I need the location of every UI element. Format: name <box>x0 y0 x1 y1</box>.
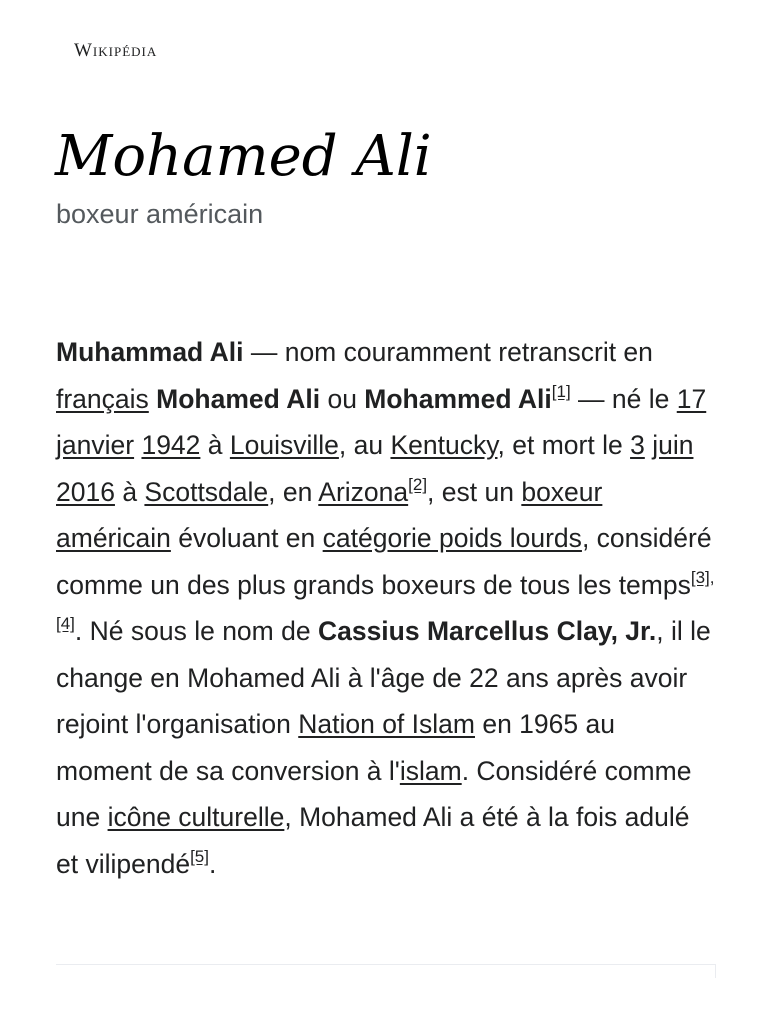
lead-text: , considéré comme un des plus grands boxeurs de tous les temps <box>56 523 712 600</box>
link-scottsdale[interactable]: Scottsdale <box>144 476 269 507</box>
lead-text: — né le <box>570 383 677 414</box>
reference-5 <box>190 847 209 866</box>
link-2016[interactable]: 2016 <box>56 476 115 507</box>
reference-4 <box>56 614 75 633</box>
section-divider <box>56 964 716 965</box>
lead-text: en 1965 au moment de sa conversion à l' <box>56 709 615 786</box>
bold-name: Muhammad Ali <box>56 337 244 367</box>
reference-1 <box>552 382 571 401</box>
reference-separator: , <box>709 567 715 587</box>
link-3[interactable]: 3 <box>630 430 645 460</box>
lead-text: . Né sous le nom de <box>74 616 318 646</box>
link-1942[interactable]: 1942 <box>141 430 201 460</box>
page-title: Mohamed Ali <box>55 124 432 189</box>
link-islam[interactable]: islam <box>399 755 462 786</box>
link-17[interactable]: 17 <box>676 383 707 414</box>
lead-text: . Considéré comme une <box>56 755 692 832</box>
reference-link-5[interactable]: [5] <box>190 846 209 866</box>
link-nation-of-islam[interactable]: Nation of Islam <box>298 709 475 739</box>
lead-text: , en <box>268 476 319 507</box>
link-janvier[interactable]: janvier <box>56 430 135 460</box>
lead-text: , est un <box>427 476 522 507</box>
reference-3 <box>691 568 710 587</box>
lead-text: à <box>200 430 230 460</box>
lead-paragraph <box>56 329 716 887</box>
lead-text: — nom couramment retranscrit en <box>243 337 653 367</box>
link-arizona[interactable]: Arizona <box>318 476 409 507</box>
reference-link-1[interactable]: [1] <box>551 381 571 401</box>
bold-name: Mohamed Ali <box>156 383 321 414</box>
divider-edge <box>715 964 716 978</box>
reference-link-3[interactable]: [3] <box>690 567 710 587</box>
link-francais[interactable]: français <box>56 383 149 414</box>
reference-link-4[interactable]: [4] <box>56 614 75 633</box>
lead-text: , et mort le <box>497 430 631 460</box>
lead-text: à <box>114 476 145 507</box>
lead-text: , Mohamed Ali a été à la fois adulé et vilipendé <box>56 802 690 879</box>
page-description: boxeur américain <box>56 199 264 229</box>
reference-2 <box>408 475 427 494</box>
link-kentucky[interactable]: Kentucky <box>390 430 498 460</box>
lead-text: ou <box>320 383 365 414</box>
bold-name: Mohammed Ali <box>364 383 552 414</box>
link-categorie-poids-lourds[interactable]: catégorie poids lourds <box>322 523 582 553</box>
lead-text: évoluant en <box>170 523 323 553</box>
reference-link-2[interactable]: [2] <box>408 474 428 494</box>
wikipedia-wordmark[interactable]: Wikipédia <box>74 40 158 61</box>
link-juin[interactable]: juin <box>652 430 694 460</box>
lead-text: , il le change en Mohamed Ali à l'âge de 22 ans après avoir rejoint l'organisation <box>56 616 711 739</box>
lead-text: . <box>208 848 217 879</box>
link-louisville[interactable]: Louisville <box>229 430 339 460</box>
link-americain[interactable]: américain <box>56 523 171 553</box>
bold-name: Cassius Marcellus Clay, Jr. <box>317 616 657 646</box>
lead-text: , au <box>338 430 391 460</box>
link-icone-culturelle[interactable]: icône culturelle <box>107 802 285 832</box>
link-boxeur[interactable]: boxeur <box>521 476 603 507</box>
